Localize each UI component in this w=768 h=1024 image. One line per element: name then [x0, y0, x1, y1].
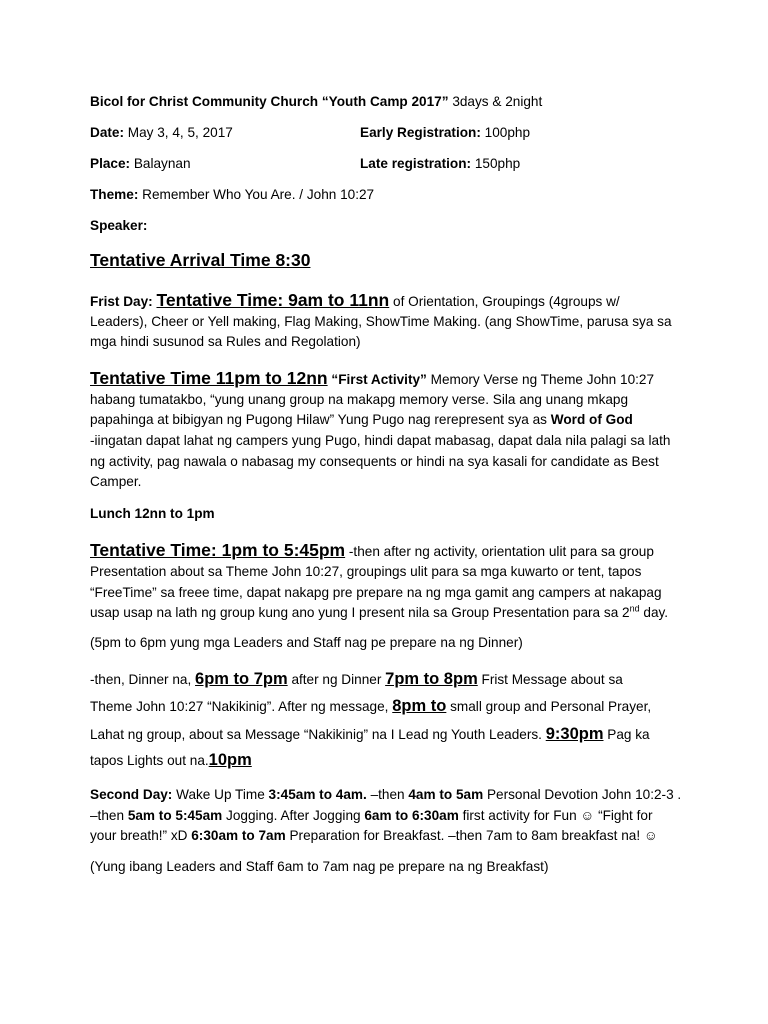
day2-time: 3:45am to 4am. [268, 787, 367, 802]
day1-line1 [90, 290, 620, 312]
dinner-line1 [90, 669, 623, 690]
time-6pm: 6pm to 7pm [195, 670, 288, 688]
day2-time: 6am to 6:30am [364, 808, 459, 823]
dinner-text: tapos Lights out na. [90, 753, 209, 768]
first-activity-line [90, 368, 654, 390]
theme-value: Remember Who You Are. / John 10:27 [142, 187, 375, 202]
event-duration: 3days & 2night [452, 94, 543, 109]
day2-line1 [90, 785, 681, 805]
date-value: May 3, 4, 5, 2017 [127, 125, 233, 140]
day2-text: Personal Devotion John 10:2-3 . [486, 787, 682, 802]
dinner-text: Theme John 10:27 “Nakikinig”. After ng message, [90, 699, 389, 714]
dinner-text: Frist Message about sa [481, 672, 623, 687]
date-label: Date: [90, 125, 124, 140]
dinner-line3 [90, 724, 650, 745]
ordinal-sup: nd [629, 603, 640, 614]
day2-text: first activity for Fun ☺ “Fight for [462, 808, 653, 823]
afternoon-text: “FreeTime” sa freee time, dapat nakapg pre prepare na ng mga gamit ang campers at nakapag [90, 585, 662, 600]
afternoon-text [90, 603, 668, 623]
day2-line2 [90, 806, 652, 826]
header-line [90, 92, 542, 112]
lunch-line: Lunch 12nn to 1pm [90, 506, 215, 521]
afternoon-line [90, 540, 654, 562]
afternoon-text: -then after ng activity, orientation ulit para sa group [348, 544, 654, 559]
activity-text-part: papahinga at bibigyan ng Pugong Hilaw” Yung Pugo nag rerepresent sya as [90, 412, 547, 427]
place-value: Balaynan [133, 156, 191, 171]
time-930pm: 9:30pm [545, 725, 604, 743]
day1-time2: Tentative Time 11pm to 12nn [90, 368, 328, 388]
dinner-text: Lahat ng group, about sa Message “Nakikinig” na I Lead ng Youth Leaders. [90, 727, 542, 742]
day1-time1: Tentative Time: 9am to 11nn [156, 290, 390, 310]
day1-label: Frist Day: [90, 294, 153, 309]
theme-row [90, 185, 374, 205]
day2-text: your breath!” xD [90, 828, 188, 843]
activity-text: habang tumatakbo, “yung unang group na makapg memory verse. Sila ang unang mkapg [90, 392, 629, 407]
late-value: 150php [474, 156, 521, 171]
day2-time: 4am to 5am [408, 787, 484, 802]
first-activity-label: “First Activity” [331, 372, 427, 387]
dinner-line2 [90, 696, 651, 717]
afternoon-text: Presentation about sa Theme John 10:27, groupings ulit para sa mga kuwarto or tent, tapos [90, 564, 642, 579]
day2-text: –then [370, 787, 405, 802]
activity-text: Memory Verse ng Theme John 10:27 [430, 372, 655, 387]
word-of-god: Word of God [550, 412, 633, 427]
arrival-heading: Tentative Arrival Time 8:30 [90, 250, 311, 270]
place-row [90, 154, 690, 174]
theme-label: Theme: [90, 187, 139, 202]
time-10pm: 10pm [208, 751, 252, 769]
afternoon-text-end: day. [643, 605, 669, 620]
activity-text: -iingatan dapat lahat ng campers yung Pugo, hindi dapat mabasag, dapat dala nila palagi sa lath [90, 433, 671, 448]
dinner-text: Pag ka [607, 727, 650, 742]
dinner-line4 [90, 750, 252, 771]
dinner-text: -then, Dinner na, [90, 672, 192, 687]
late-registration [360, 154, 520, 174]
dinner-text: after ng Dinner [291, 672, 382, 687]
activity-text: Camper. [90, 474, 142, 489]
day1-text: Leaders), Cheer or Yell making, Flag Making, ShowTime Making. (ang ShowTime, parusa sya sa [90, 314, 672, 329]
time-7pm: 7pm to 8pm [385, 670, 478, 688]
day2-line3 [90, 826, 658, 846]
early-value: 100php [484, 125, 531, 140]
late-label: Late registration: [360, 156, 472, 171]
place-label: Place: [90, 156, 131, 171]
org-name: Bicol for Christ Community Church [90, 94, 319, 109]
breakfast-note: (Yung ibang Leaders and Staff 6am to 7am nag pe prepare na ng Breakfast) [90, 859, 549, 874]
activity-text: ng activity, pag nawala o nabasag my consequents or hindi na sya kasali for candidate as Best [90, 454, 659, 469]
day2-label: Second Day: [90, 787, 173, 802]
day2-time: 5am to 5:45am [127, 808, 223, 823]
day2-time: 6:30am to 7am [191, 828, 286, 843]
dinner-note: (5pm to 6pm yung mga Leaders and Staff nag pe prepare na ng Dinner) [90, 635, 523, 650]
early-registration [360, 123, 530, 143]
day1-text: mga hindi susunod sa Rules and Regolation) [90, 334, 361, 349]
time-8pm: 8pm to [392, 697, 447, 715]
event-name: “Youth Camp 2017” [321, 94, 449, 109]
date-row [90, 123, 690, 143]
dinner-text: small group and Personal Prayer, [450, 699, 652, 714]
day1-text: of Orientation, Groupings (4groups w/ [393, 294, 620, 309]
day2-text: Wake Up Time [176, 787, 265, 802]
afternoon-text-part: usap usap na lath ng group kung ano yung I present nila sa Group Presentation para sa 2 [90, 605, 630, 620]
day2-text: –then [90, 808, 125, 823]
day1-time3: Tentative Time: 1pm to 5:45pm [90, 540, 346, 560]
activity-text [90, 410, 633, 430]
day2-text: Jogging. After Jogging [226, 808, 361, 823]
speaker-label: Speaker: [90, 218, 148, 233]
day2-text: Preparation for Breakfast. –then 7am to 8am breakfast na! ☺ [289, 828, 658, 843]
early-label: Early Registration: [360, 125, 481, 140]
